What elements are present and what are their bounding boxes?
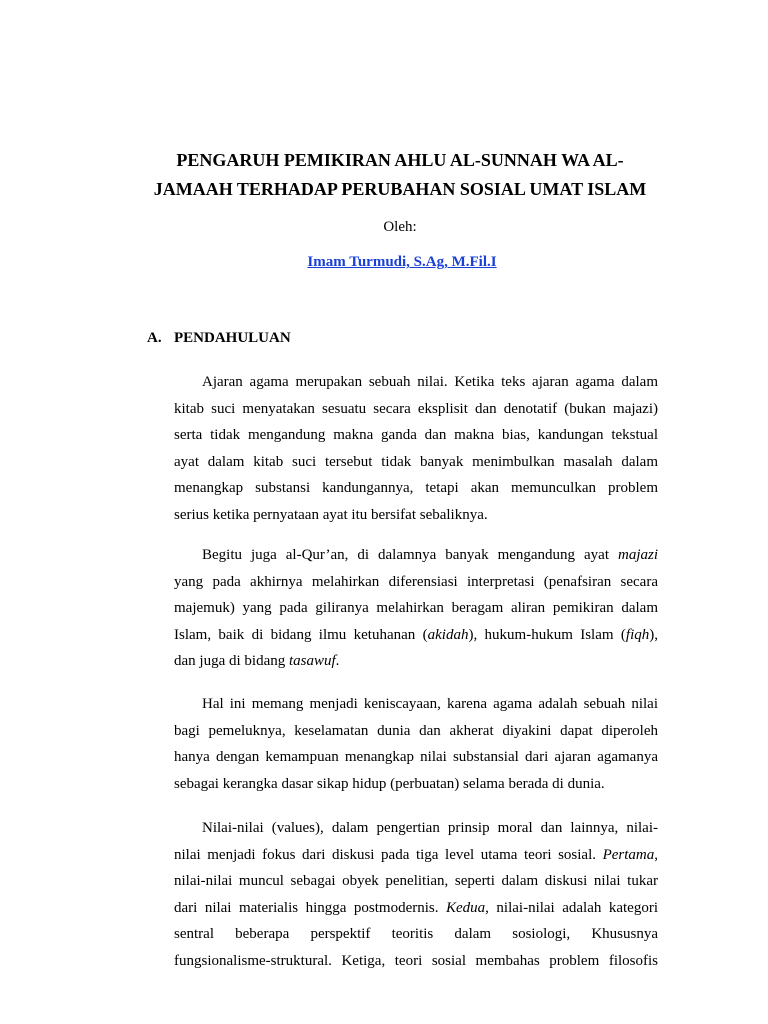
paragraph-line <box>174 815 658 842</box>
author-link[interactable]: Imam Turmudi, S.Ag, M.Fil.I <box>307 254 497 270</box>
text-run: yang pada akhirnya melahirkan diferensiasi interpretasi (penafsiran secara <box>174 573 658 590</box>
paragraph-line <box>174 595 658 622</box>
paragraph-line <box>174 569 658 596</box>
paragraph-line <box>174 396 658 423</box>
text-run: majemuk) yang pada giliranya melahirkan beragam aliran pemikiran dalam <box>174 600 658 617</box>
paragraph-line <box>174 369 658 396</box>
text-run: Islam, baik di bidang ilmu ketuhanan ( <box>174 626 428 643</box>
paragraph-line <box>174 475 658 502</box>
text-run: sebagai kerangka dasar sikap hidup (perbuatan) selama berada di dunia. <box>174 775 605 792</box>
text-run: serius ketika pernyataan ayat itu bersifat sebaliknya. <box>174 506 488 523</box>
paragraph-line <box>174 422 658 449</box>
by-label: Oleh: <box>383 219 417 235</box>
paragraph-line <box>174 449 658 476</box>
italic-term: Pertama <box>602 846 655 863</box>
paragraph <box>174 369 658 529</box>
italic-term: majazi <box>617 547 658 563</box>
paragraph-line <box>174 771 658 798</box>
text-run: bagi pemeluknya, keselamatan dunia dan akherat diyakini dapat diperoleh <box>174 722 658 739</box>
text-run: Nilai-nilai (values), dalam pengertian prinsip moral dan lainnya, nilai- <box>202 820 658 836</box>
section-heading <box>147 330 291 347</box>
text-run: Ajaran agama merupakan sebuah nilai. Ketika teks ajaran agama dalam <box>202 374 658 390</box>
italic-term: tasawuf <box>288 653 336 670</box>
text-run: sentral beberapa perspektif teoritis dalam sosiologi, Khususnya <box>174 926 658 943</box>
paragraph-line <box>174 648 658 675</box>
section-number: A. <box>147 330 162 346</box>
paragraph-line <box>174 948 658 975</box>
text-run: nilai-nilai muncul sebagai obyek penelitian, seperti dalam diskusi nilai tukar <box>174 873 658 890</box>
paragraph-line <box>174 502 658 529</box>
paragraph-line <box>174 842 658 869</box>
text-run: kitab suci menyatakan sesuatu secara eksplisit dan denotatif (bukan majazi) <box>174 400 658 417</box>
author-line <box>0 254 768 271</box>
text-run: Hal ini memang menjadi keniscayaan, karena agama adalah sebuah nilai <box>202 696 658 712</box>
text-run: . <box>335 653 340 670</box>
paragraph <box>174 691 658 797</box>
paragraph-line <box>174 921 658 948</box>
text-run: nilai menjadi fokus dari diskusi pada tiga level utama teori sosial. <box>174 846 603 863</box>
text-run: Begitu juga al-Qur’an, di dalamnya banyak mengandung ayat <box>202 547 618 563</box>
paragraph-line <box>174 868 658 895</box>
paragraph-line <box>174 744 658 771</box>
paragraph-line <box>174 542 658 569</box>
text-run: , <box>654 846 658 863</box>
italic-term: Kedua <box>446 899 486 916</box>
section-title: PENDAHULUAN <box>174 330 291 346</box>
paragraph-line <box>174 895 658 922</box>
text-run: ayat dalam kitab suci tersebut tidak banyak menimbulkan masalah dalam <box>174 453 658 470</box>
paragraph-line <box>174 691 658 718</box>
text-run: ), hukum-hukum Islam ( <box>468 626 626 643</box>
text-run: dari nilai materialis hingga postmodernis. <box>174 899 446 916</box>
text-run: hanya dengan kemampuan menangkap nilai substansial dari ajaran agamanya <box>174 749 658 766</box>
paragraph <box>174 542 658 675</box>
italic-term: fiqh <box>625 626 650 643</box>
document-title-line-1: PENGARUH PEMIKIRAN AHLU AL-SUNNAH WA AL- <box>176 150 624 170</box>
text-run: , nilai-nilai adalah kategori <box>485 899 658 916</box>
text-run: fungsionalisme-struktural. Ketiga, teori sosial membahas problem filosofis <box>174 952 658 969</box>
paragraph-line <box>174 622 658 649</box>
italic-term: akidah <box>427 626 469 643</box>
text-run: ), <box>649 626 658 643</box>
text-run: menangkap substansi kandungannya, tetapi akan memunculkan problem <box>174 480 658 497</box>
paragraph-line <box>174 718 658 745</box>
text-run: dan juga di bidang <box>174 653 289 670</box>
document-title-line-2: JAMAAH TERHADAP PERUBAHAN SOSIAL UMAT ISLAM <box>153 179 647 199</box>
paragraph <box>174 815 658 975</box>
text-run: serta tidak mengandung makna ganda dan makna bias, kandungan tekstual <box>174 427 658 444</box>
